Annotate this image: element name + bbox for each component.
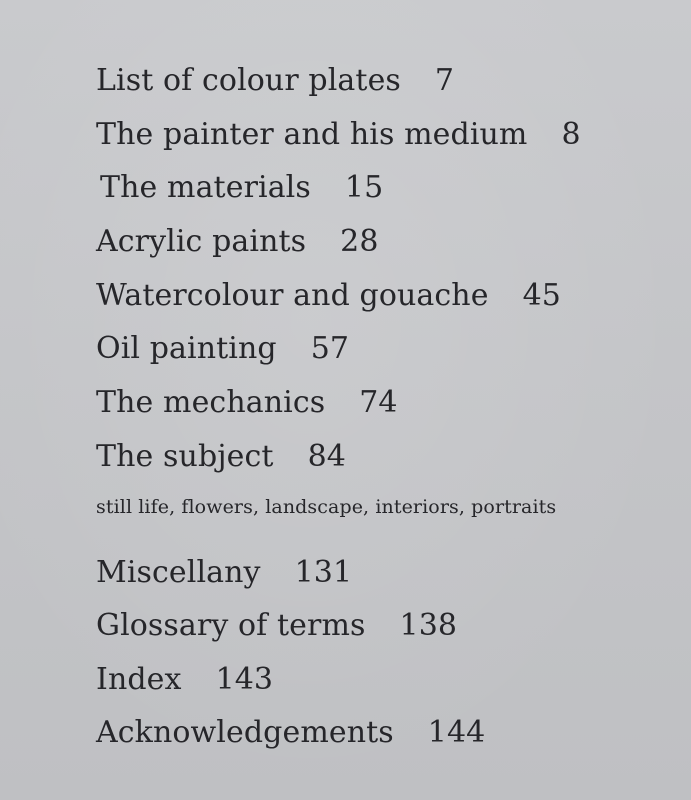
toc-entry <box>96 170 676 227</box>
toc-entry <box>96 331 676 388</box>
table-of-contents <box>96 63 676 772</box>
toc-entry-page: 57 <box>310 331 350 367</box>
toc-entry-page: 144 <box>427 715 486 751</box>
toc-entry-title: List of colour plates <box>96 63 401 98</box>
toc-entry <box>96 438 676 496</box>
toc-entry-page: 74 <box>359 385 398 421</box>
toc-entry <box>96 116 676 174</box>
toc-entry-title: Acknowledgements <box>96 715 394 751</box>
toc-entry-page: 138 <box>399 608 458 643</box>
toc-entry-title: Oil painting <box>96 331 277 367</box>
toc-entry-page: 7 <box>434 63 455 98</box>
toc-entry-title: Miscellany <box>96 554 261 590</box>
toc-entry-title: Acrylic paints <box>96 224 307 260</box>
toc-entry-title: The subject <box>96 438 274 474</box>
toc-entry-page: 131 <box>294 554 353 590</box>
toc-entry-title: The materials <box>100 170 311 206</box>
toc-entry-page: 15 <box>344 170 384 206</box>
toc-entry <box>96 661 676 719</box>
toc-entry <box>96 224 676 281</box>
toc-entry-title: Watercolour and gouache <box>96 277 489 313</box>
toc-entry <box>96 608 676 665</box>
toc-entry <box>96 554 676 612</box>
toc-entry-title: The painter and his medium <box>96 116 528 152</box>
toc-entry-title: Glossary of terms <box>96 608 366 643</box>
toc-entry-page: 45 <box>522 277 561 313</box>
toc-entry <box>96 63 676 120</box>
toc-entry-page: 143 <box>215 661 274 697</box>
toc-entry-page: 28 <box>340 224 379 260</box>
toc-entry-page: 84 <box>307 438 346 474</box>
toc-entry-title: Index <box>96 661 182 697</box>
subject-subtopics: still life, flowers, landscape, interiors, portraits <box>96 495 557 518</box>
toc-entry <box>96 715 676 772</box>
toc-entry-title: The mechanics <box>96 385 326 421</box>
toc-entry <box>96 385 676 442</box>
toc-entry-page: 8 <box>561 116 581 152</box>
toc-entry <box>96 277 676 335</box>
